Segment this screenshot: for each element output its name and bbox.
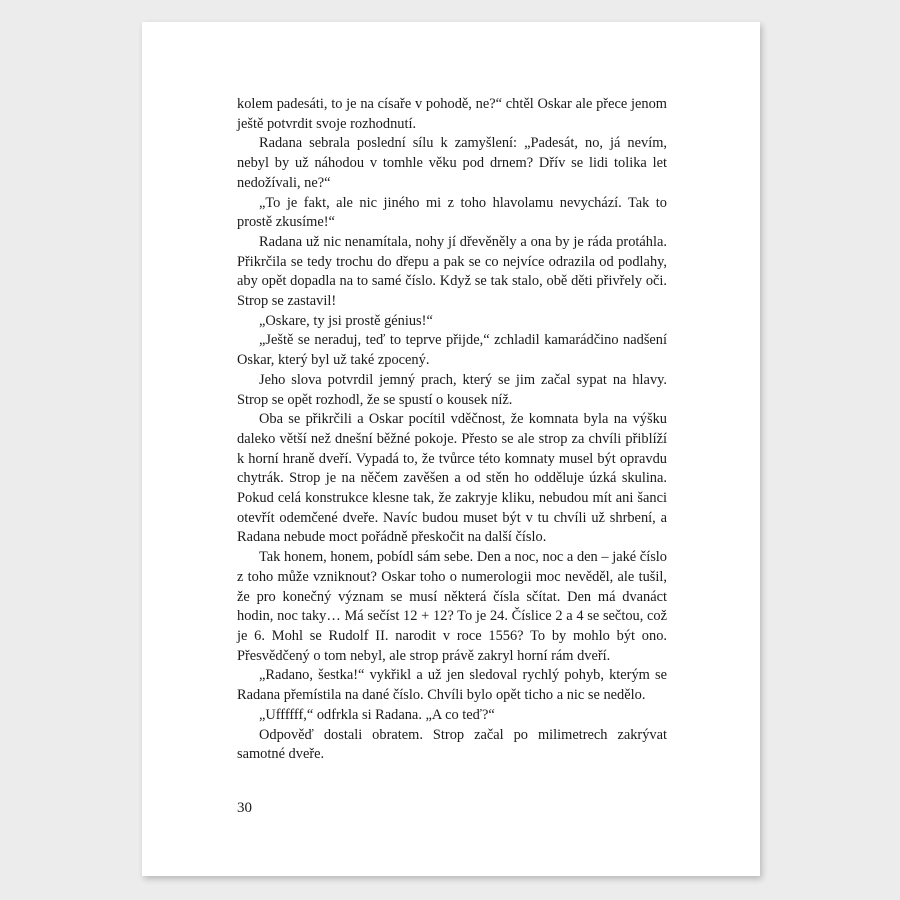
paragraph: Tak honem, honem, pobídl sám sebe. Den a noc, noc a den – jaké číslo z toho může vzniknout? Oskar toho o numerologii moc nevěděl, ale tušil, že pro konečný význam se musí některá čísla sčítat. Den má dvanáct hodin, noc taky… Má sečíst 12 + 12? To je 24. Číslice 2 a 4 se sečtou, což je 6. Mohl se Rudolf II. narodit v roce 1556? To by mohlo být ono. Přesvědčený o tom nebyl, ale strop právě zakryl horní rám dveří. <box>237 549 667 664</box>
book-page <box>142 22 760 876</box>
paragraph: „To je fakt, ale nic jiného mi z toho hlavolamu nevychází. Tak to prostě zkusíme!“ <box>237 194 667 231</box>
paragraph: kolem padesáti, to je na císaře v pohodě, ne?“ chtěl Oskar ale přece jenom ještě potvrdit svoje rozhodnutí. <box>237 96 667 132</box>
paragraph: „Uffffff,“ odfrkla si Radana. „A co teď?“ <box>259 706 495 723</box>
paragraph: „Ještě se neraduj, teď to teprve přijde,“ zchladil kamarádčino nadšení Oskar, který byl už také zpocený. <box>237 332 667 369</box>
paragraph: „Oskare, ty jsi prostě génius!“ <box>259 312 433 329</box>
body-text <box>237 95 667 765</box>
paragraph: Odpověď dostali obratem. Strop začal po milimetrech zakrývat samotné dveře. <box>237 726 667 763</box>
paragraph: Oba se přikrčili a Oskar pocítil vděčnost, že komnata byla na výšku daleko větší než dnešní běžné pokoje. Přesto se ale strop za chvíli přiblíží k horní hraně dveří. Vypadá to, že tvůrce této komnaty musel být opravdu chytrák. Strop je na něčem zavěšen a od stěn ho odděluje úzká skulina. Pokud celá konstrukce klesne tak, že zakryje kliku, nebudou mít ani šanci otevřít odemčené dveře. Navíc budou muset být v tu chvíli už shrbení, a Radana nebude moct pořádně přeskočit na další číslo. <box>237 411 667 546</box>
paragraph: Radana sebrala poslední sílu k zamyšlení: „Padesát, no, já nevím, nebyl by už náhodou v tomhle věku pod drnem? Dřív se lidi tolika let nedožívali, ne?“ <box>237 135 667 191</box>
page-number: 30 <box>237 800 252 816</box>
paragraph: „Radano, šestka!“ vykřikl a už jen sledoval rychlý pohyb, kterým se Radana přemístila na dané číslo. Chvíli bylo opět ticho a nic se nedělo. <box>237 667 667 704</box>
paragraph: Jeho slova potvrdil jemný prach, který se jim začal sypat na hlavy. Strop se opět rozhodl, že se spustí o kousek níž. <box>237 371 667 408</box>
paragraph: Radana už nic nenamítala, nohy jí dřevěněly a ona by je ráda protáhla. Přikrčila se tedy trochu do dřepu a pak se co nejvíce odrazila od podlahy, aby opět dopadla na to samé číslo. Když se tak stalo, obě děti přivřely oči. Strop se zastavil! <box>237 233 667 310</box>
